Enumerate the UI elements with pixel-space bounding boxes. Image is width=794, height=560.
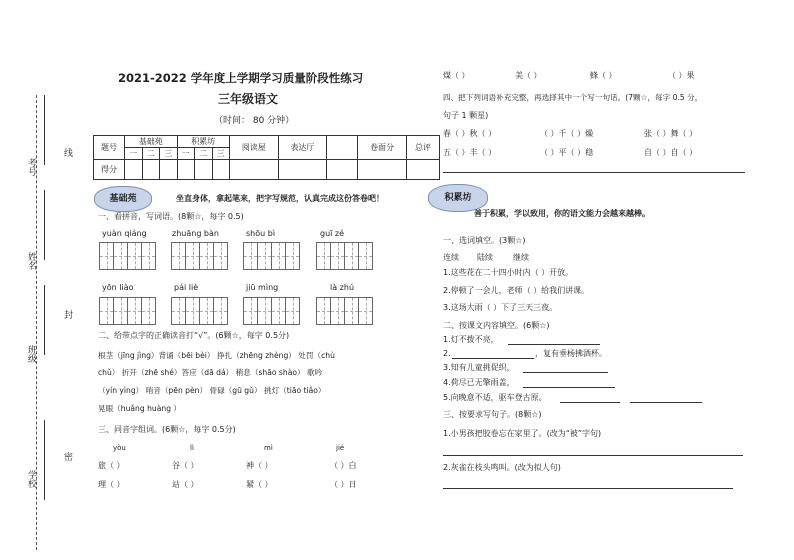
poem-item: 2. (443, 349, 451, 358)
poem-item: 1.灯不拨不亮， (443, 335, 499, 344)
poem-item: 4.荷尽已无擎雨盖， (443, 378, 515, 387)
badge-jichuyuan: 基础苑 (94, 186, 152, 212)
q2-line: 根茎（jīng jìng）背诵（bēi bèi） 挣扎（zhēng zhèng） 处罚（chù (98, 351, 335, 360)
score-sub: 二 (142, 148, 160, 160)
q3-pinyin: mì (264, 444, 273, 452)
word-item[interactable]: （ ）果 (668, 71, 695, 80)
q3-pinyin: lì (190, 444, 194, 452)
writing-grid[interactable] (172, 297, 228, 325)
score-cell[interactable] (327, 160, 358, 180)
pinyin: shōu bì (246, 229, 276, 238)
score-cell[interactable] (406, 160, 439, 180)
score-cell[interactable] (195, 160, 213, 180)
margin-mi: 密 (62, 452, 72, 461)
margin-xuexiao: 学校 (26, 470, 36, 488)
q4-item[interactable]: 自（ ）自（ ） (644, 148, 698, 157)
q2-line: （yín yìng） 哨音（pēn pèn） 骨碌（gū gǔ） 挑灯（tiāo tiǎo） (98, 386, 326, 395)
score-cell[interactable] (230, 160, 279, 180)
motto-right: 善于积累，学以致用，你的语文能力会越来越棒。 (474, 209, 650, 218)
page-title: 2021-2022 学年度上学期学习质量阶段性练习 (118, 71, 364, 85)
fill-line-xingming (44, 190, 45, 260)
score-cell[interactable] (212, 160, 230, 180)
writing-grid[interactable] (100, 297, 156, 325)
q3-item[interactable]: 谷（ ） (172, 461, 199, 470)
poem-item: 3.知有儿童挑促织， (443, 363, 515, 372)
word-item[interactable]: 美（ ） (515, 71, 542, 80)
writing-grid[interactable] (172, 242, 228, 270)
page-subtitle: 三年级语文 (218, 92, 279, 106)
q3-item[interactable]: （ ）白 (330, 461, 357, 470)
pinyin: jiū mìng (246, 283, 279, 292)
score-sub: 一 (177, 148, 195, 160)
question-4: 四、把下列词语补充完整，再选择其中一个写一句话。(7颗☆，每字 0.5 分， (443, 93, 703, 102)
poem-blank[interactable] (508, 344, 600, 345)
writing-grid[interactable] (244, 297, 300, 325)
q3-item[interactable]: 神（ ） (246, 461, 273, 470)
fill-line-kaohao (44, 95, 45, 165)
motto-left: 坐直身体，拿起笔来，把字写规范，认真完成这份答卷吧！ (176, 194, 384, 203)
answer-line[interactable] (443, 488, 733, 489)
q3-pinyin: yòu (113, 444, 126, 452)
margin-xian: 线 (62, 148, 72, 157)
score-header: 基础苑 (125, 136, 178, 148)
question-1: 一、看拼音，写词语。(8颗☆，每字 0.5) (98, 212, 244, 221)
fill-item[interactable]: 3.这场大雨（ ）下了三天三夜。 (443, 303, 558, 312)
score-sub: 三 (160, 148, 178, 160)
score-cell[interactable] (278, 160, 327, 180)
q3-item[interactable]: 理（ ） (98, 480, 125, 489)
question-2: 二、给带点字的正确读音打“√”。(6颗☆，每字 0.5分) (98, 331, 290, 340)
q3-item[interactable]: 紧（ ） (246, 480, 273, 489)
word-item[interactable]: 煤（ ） (443, 71, 470, 80)
sentence-task: 2.灰雀在枝头鸣叫。(改为拟人句) (443, 463, 561, 472)
score-sub: 三 (212, 148, 230, 160)
answer-line[interactable] (443, 172, 745, 173)
pinyin: yōn liào (102, 283, 134, 292)
sentence-task: 1.小男孩把胶卷忘在家里了。(改为“被”字句) (443, 429, 602, 438)
fill-line-xuexiao (44, 420, 45, 500)
poem-blank[interactable] (630, 402, 702, 403)
score-cell[interactable] (142, 160, 160, 180)
pinyin: yuàn qiáng (102, 229, 147, 238)
word-item[interactable]: 蜂（ ） (590, 71, 617, 80)
choice-word: 连续 (443, 253, 459, 262)
q4-item[interactable]: （ ）千（ ）燥 (540, 129, 594, 138)
fill-line-banji (44, 285, 45, 355)
score-sub: 二 (195, 148, 213, 160)
q2-line: chǔ） 折开（zhē shé）答应（dā dá） 稍息（shāo shào） 歌吟 (98, 368, 323, 377)
choice-word: 陆续 (477, 253, 493, 262)
section-2: 二、按课文内容填空。(6颗☆) (443, 321, 550, 330)
q3-item[interactable]: （ ）日 (330, 480, 357, 489)
q4-item[interactable]: 五（ ）丰（ ） (443, 148, 497, 157)
pinyin: zhuāng bàn (172, 229, 219, 238)
fill-item[interactable]: 1.这些花在二十四小时内（ ）开放。 (443, 268, 574, 277)
q3-item[interactable]: 站（ ） (172, 480, 199, 489)
score-blank (327, 136, 358, 160)
poem-blank[interactable] (560, 402, 620, 403)
score-header: 题号 (94, 136, 125, 160)
q2-line: 晃眼（huǎng huàng ） (98, 404, 182, 413)
score-table (93, 135, 440, 180)
score-cell[interactable] (160, 160, 178, 180)
section-3: 三、按要求写句子。(8颗☆) (443, 410, 542, 419)
badge-jileifang: 积累坊 (428, 184, 488, 212)
section-1: 一、选词填空。(3颗☆) (443, 236, 526, 245)
margin-xingming: 姓名 (26, 252, 36, 270)
score-header: 总评 (406, 136, 439, 160)
writing-grid[interactable] (244, 242, 300, 270)
poem-item: ，复有垂杨拂酒杯。 (535, 349, 607, 358)
exam-time: （时间： 80 分钟） (214, 116, 295, 126)
score-header: 表达厅 (278, 136, 327, 160)
q3-item[interactable]: 旅（ ） (98, 461, 125, 470)
margin-kaohao: 考号 (26, 158, 36, 176)
writing-grid[interactable] (317, 297, 373, 325)
score-row-label: 得分 (94, 160, 125, 180)
score-cell[interactable] (125, 160, 143, 180)
poem-blank[interactable] (523, 387, 615, 388)
poem-item: 5.向晚意不适，驱车登古原。 (443, 393, 547, 402)
score-sub: 一 (125, 148, 143, 160)
score-cell[interactable] (177, 160, 195, 180)
choice-word: 继续 (513, 253, 529, 262)
q3-pinyin: jié (336, 444, 345, 452)
q4-item[interactable]: 张（ ）舞（ ） (644, 129, 698, 138)
score-header: 积累坊 (177, 136, 230, 148)
pinyin: là zhú (330, 283, 355, 292)
writing-grid[interactable] (317, 242, 373, 270)
question-3: 三、同音字组词。(6颗☆，每字 0.5分) (98, 425, 236, 434)
score-header: 卷面分 (358, 136, 407, 160)
score-cell[interactable] (358, 160, 407, 180)
score-header: 阅读屋 (230, 136, 279, 160)
fill-item[interactable]: 2.停顿了一会儿，老师（ ）给我们讲课。 (443, 286, 590, 295)
poem-blank[interactable] (523, 372, 608, 373)
writing-grid[interactable] (100, 242, 156, 270)
q4-item[interactable]: 春（ ）秋（ ） (443, 129, 497, 138)
pinyin: guī zé (320, 229, 345, 238)
pinyin: pái liè (174, 283, 199, 292)
q4-item[interactable]: （ ）平（ ）稳 (540, 148, 594, 157)
margin-feng: 封 (62, 310, 72, 319)
poem-blank[interactable] (452, 358, 534, 359)
question-4-cont: 句子 1 颗星) (443, 111, 489, 120)
answer-line[interactable] (443, 455, 743, 456)
margin-banji: 班级 (26, 345, 36, 363)
